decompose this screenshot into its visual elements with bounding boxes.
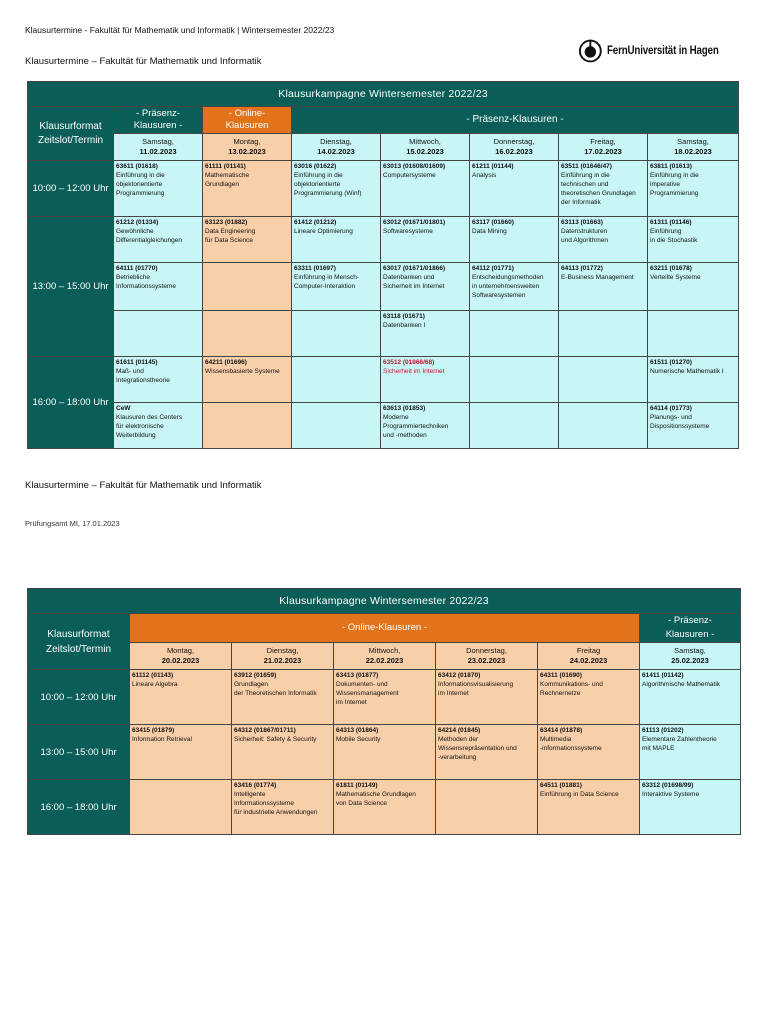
exam-title: E-Business Management xyxy=(561,274,634,281)
exam-title: Intelligente Informationssysteme für industrielle Anwendungen xyxy=(234,791,318,816)
exam-title: Numerische Mathematik I xyxy=(650,368,724,375)
exam-title: Sicherheit: Safety & Security xyxy=(234,736,317,743)
exam-code: 63413 (01877) xyxy=(336,672,379,679)
exam-title: Elementare Zahlentheorie mit MAPLE xyxy=(642,736,717,752)
exam-code: 61411 (01142) xyxy=(642,672,684,679)
exam-code: 61611 (01145) xyxy=(116,359,158,366)
exam-code: 64311 (01690) xyxy=(540,672,582,679)
day-header xyxy=(538,643,640,670)
exam-code: 63414 (01878) xyxy=(540,727,583,734)
exam-code: CeW xyxy=(116,405,131,412)
day-name: Donnerstag, xyxy=(493,137,535,146)
exam-title: Datenbanken und Sicherheit im Internet xyxy=(383,274,445,290)
exam-cell xyxy=(559,311,648,357)
exam-cell xyxy=(470,263,559,311)
exam-cell xyxy=(292,263,381,311)
exam-cell xyxy=(114,403,203,449)
exam-title: Einführung in die objektorientierte Programmierung (Winf) xyxy=(294,172,362,197)
exam-title: Grundlagen der Theoretischen Informatik xyxy=(234,681,317,697)
exam-cell xyxy=(334,670,436,725)
exam-cell xyxy=(292,217,381,263)
exam-cell xyxy=(538,725,640,780)
exam-cell xyxy=(470,403,559,449)
exam-title: Analysis xyxy=(472,172,497,179)
exam-cell xyxy=(648,403,739,449)
exam-cell xyxy=(334,780,436,835)
day-header xyxy=(114,134,203,161)
day-date: 23.02.2023 xyxy=(467,656,506,665)
exam-title: Sicherheit im Internet xyxy=(383,368,445,375)
exam-cell xyxy=(470,161,559,217)
exam-cell xyxy=(381,403,470,449)
online-header: - Online- Klausuren xyxy=(203,107,292,134)
online-header: - Online-Klausuren - xyxy=(130,614,640,643)
exam-title: Algorithmische Mathematik xyxy=(642,681,721,688)
day-date: 18.02.2023 xyxy=(674,147,712,156)
exam-title: Datenstrukturen und Algorithmen xyxy=(561,228,608,244)
day-header xyxy=(640,643,741,670)
exam-title: Interaktive Systeme xyxy=(642,791,700,798)
exam-title: Lineare Algebra xyxy=(132,681,178,688)
exam-cell xyxy=(292,311,381,357)
day-date: 21.02.2023 xyxy=(263,656,302,665)
exam-code: 63512 (01866/68) xyxy=(383,359,435,366)
day-name: Freitag xyxy=(576,646,601,655)
exam-code: 61112 (01143) xyxy=(132,672,174,679)
exam-code: 63311 (01697) xyxy=(294,265,336,272)
day-header xyxy=(334,643,436,670)
exam-title: Planungs- und Dispositionssysteme xyxy=(650,414,710,430)
exam-code: 61311 (01146) xyxy=(650,219,692,226)
exam-code: 64313 (01864) xyxy=(336,727,379,734)
exam-code: 61811 (01149) xyxy=(336,782,378,789)
exam-cell xyxy=(292,403,381,449)
exam-cell xyxy=(648,161,739,217)
exam-code: 63511 (01646/47) xyxy=(561,163,612,170)
exam-cell xyxy=(470,217,559,263)
page-heading: Klausurtermine – Fakultät für Mathematik und Informatik xyxy=(25,56,262,67)
exam-code: 63113 (01663) xyxy=(561,219,603,226)
exam-title: Informationsvisualisierung im Internet xyxy=(438,681,514,697)
day-header xyxy=(470,134,559,161)
exam-code: 64114 (01773) xyxy=(650,405,692,412)
praesenz-header: - Präsenz- Klausuren - xyxy=(114,107,203,134)
exam-code: 63312 (01698/99) xyxy=(642,782,694,789)
exam-code: 64113 (01772) xyxy=(561,265,603,272)
exam-title: Multimedia -informationssysteme xyxy=(540,736,602,752)
day-header xyxy=(130,643,232,670)
exam-code: 61113 (01202) xyxy=(642,727,684,734)
exam-cell xyxy=(114,217,203,263)
footer-date: Prüfungsamt MI, 17.01.2023 xyxy=(25,519,120,528)
day-header xyxy=(203,134,292,161)
time-slot-label: 13:00 – 15:00 Uhr xyxy=(28,725,130,780)
exam-title: Datenbanken I xyxy=(383,322,426,329)
section-heading: Klausurtermine – Fakultät für Mathematik und Informatik xyxy=(25,480,262,491)
exam-code: 63415 (01879) xyxy=(132,727,175,734)
exam-code: 63117 (01660) xyxy=(472,219,514,226)
format-label: Klausurformat Zeitslot/Termin xyxy=(28,107,114,161)
exam-title: Einführung in die Stochastik xyxy=(650,228,698,244)
exam-cell xyxy=(114,357,203,403)
table-title: Klausurkampagne Wintersemester 2022/23 xyxy=(28,82,739,107)
day-date: 17.02.2023 xyxy=(584,147,622,156)
exam-title: Methoden der Wissensrepräsentation und -verarbeitung xyxy=(438,736,517,761)
day-name: Samstag, xyxy=(674,646,706,655)
exam-code: 64312 (01867/01711) xyxy=(234,727,296,734)
exam-cell xyxy=(538,780,640,835)
exam-cell xyxy=(203,161,292,217)
exam-code: 63017 (01671/01866) xyxy=(383,265,446,272)
time-slot-label: 16:00 – 18:00 Uhr xyxy=(28,780,130,835)
exam-cell xyxy=(559,357,648,403)
exam-title: Entscheidungsmethoden in unternehmensweiten Softwaresystemen xyxy=(472,274,544,299)
day-date: 20.02.2023 xyxy=(161,656,200,665)
exam-cell xyxy=(130,725,232,780)
exam-code: 63211 (01678) xyxy=(650,265,692,272)
exam-cell xyxy=(130,670,232,725)
exam-cell xyxy=(381,217,470,263)
exam-title: Data Mining xyxy=(472,228,507,235)
exam-title: Einführung in Mensch- Computer-Interaktion xyxy=(294,274,360,290)
day-name: Montag, xyxy=(233,137,261,146)
university-logo xyxy=(578,38,738,64)
exam-code: 61412 (01212) xyxy=(294,219,337,226)
day-name: Dienstag, xyxy=(320,137,352,146)
exam-code: 63611 (01618) xyxy=(116,163,158,170)
day-name: Samstag, xyxy=(142,137,174,146)
exam-title: Wissensbasierte Systeme xyxy=(205,368,280,375)
exam-code: 61212 (01334) xyxy=(116,219,159,226)
exam-schedule-table-1 xyxy=(27,81,739,449)
exam-code: 64214 (01845) xyxy=(438,727,481,734)
exam-code: 63811 (01613) xyxy=(650,163,692,170)
day-header xyxy=(436,643,538,670)
exam-title: Data Engineering für Data Science xyxy=(205,228,256,244)
exam-title: Klausuren des Centers für elektronische Weiterbildung xyxy=(116,414,183,439)
time-slot-label: 13:00 – 15:00 Uhr xyxy=(28,217,114,357)
logo-text: FernUniversität in Hagen xyxy=(606,45,719,57)
day-date: 25.02.2023 xyxy=(671,656,709,665)
exam-code: 64211 (01696) xyxy=(205,359,247,366)
day-name: Mittwoch, xyxy=(409,137,441,146)
exam-code: 61111 (01141) xyxy=(205,163,246,170)
exam-title: Computersysteme xyxy=(383,172,436,179)
exam-cell xyxy=(559,161,648,217)
logo-icon xyxy=(578,38,603,64)
day-header xyxy=(232,643,334,670)
exam-cell xyxy=(470,311,559,357)
exam-title: Einführung in die objektorientierte Programmierung xyxy=(116,172,165,197)
exam-code: 64511 (01881) xyxy=(540,782,582,789)
exam-cell xyxy=(203,263,292,311)
exam-title: Mathematische Grundlagen xyxy=(205,172,250,188)
day-header xyxy=(559,134,648,161)
praesenz-header: - Präsenz- Klausuren - xyxy=(640,614,741,643)
exam-cell xyxy=(381,263,470,311)
exam-code: 63416 (01774) xyxy=(234,782,277,789)
exam-cell xyxy=(114,311,203,357)
exam-cell xyxy=(436,780,538,835)
format-label: Klausurformat Zeitslot/Termin xyxy=(28,614,130,670)
day-name: Donnerstag, xyxy=(466,646,507,655)
exam-cell xyxy=(648,311,739,357)
exam-title: Betriebliche Informationssysteme xyxy=(116,274,176,290)
exam-cell xyxy=(334,725,436,780)
day-name: Freitag, xyxy=(590,137,616,146)
day-name: Mittwoch, xyxy=(368,646,401,655)
exam-cell xyxy=(640,780,741,835)
day-date: 16.02.2023 xyxy=(495,147,533,156)
day-date: 13.02.2023 xyxy=(228,147,266,156)
exam-code: 63118 (01671) xyxy=(383,313,425,320)
exam-cell xyxy=(559,217,648,263)
exam-title: Einführung in die imperative Programmierung xyxy=(650,172,699,197)
exam-code: 61511 (01270) xyxy=(650,359,692,366)
exam-cell xyxy=(292,357,381,403)
exam-cell xyxy=(648,217,739,263)
exam-title: Information Retrieval xyxy=(132,736,192,743)
day-date: 15.02.2023 xyxy=(406,147,444,156)
day-name: Montag, xyxy=(166,646,195,655)
exam-cell xyxy=(232,780,334,835)
exam-cell xyxy=(648,263,739,311)
exam-cell xyxy=(203,357,292,403)
time-slot-label: 10:00 – 12:00 Uhr xyxy=(28,161,114,217)
exam-code: 64111 (01770) xyxy=(116,265,158,272)
exam-code: 63016 (01622) xyxy=(294,163,337,170)
exam-title: Softwaresysteme xyxy=(383,228,433,235)
exam-title: Mobile Security xyxy=(336,736,381,743)
exam-code: 63012 (01671/01801) xyxy=(383,219,446,226)
day-header xyxy=(292,134,381,161)
exam-cell xyxy=(381,357,470,403)
time-slot-label: 10:00 – 12:00 Uhr xyxy=(28,670,130,725)
exam-cell xyxy=(538,670,640,725)
exam-cell xyxy=(232,725,334,780)
exam-cell xyxy=(114,161,203,217)
exam-cell xyxy=(470,357,559,403)
time-slot-label: 16:00 – 18:00 Uhr xyxy=(28,357,114,449)
day-date: 11.02.2023 xyxy=(139,147,177,156)
table-title: Klausurkampagne Wintersemester 2022/23 xyxy=(28,589,741,614)
exam-cell xyxy=(381,161,470,217)
day-date: 24.02.2023 xyxy=(569,656,608,665)
exam-cell xyxy=(640,725,741,780)
exam-cell xyxy=(203,217,292,263)
exam-cell xyxy=(381,311,470,357)
exam-cell xyxy=(130,780,232,835)
exam-title: Lineare Optimierung xyxy=(294,228,353,235)
exam-title: Kommunikations- und Rechnernetze xyxy=(540,681,603,697)
day-name: Dienstag, xyxy=(266,646,299,655)
exam-cell xyxy=(203,403,292,449)
exam-cell xyxy=(203,311,292,357)
exam-cell xyxy=(648,357,739,403)
exam-cell xyxy=(232,670,334,725)
exam-cell xyxy=(114,263,203,311)
exam-code: 63912 (01659) xyxy=(234,672,277,679)
exam-code: 61211 (01144) xyxy=(472,163,514,170)
exam-title: Moderne Programmiertechniken und -methoden xyxy=(383,414,449,439)
exam-cell xyxy=(436,725,538,780)
exam-cell xyxy=(436,670,538,725)
exam-schedule-table-2 xyxy=(27,588,741,835)
exam-code: 63013 (01608/01609) xyxy=(383,163,446,170)
day-header xyxy=(381,134,470,161)
exam-code: 63613 (01853) xyxy=(383,405,426,412)
exam-title: Maß- und Integrationstheorie xyxy=(116,368,170,384)
day-name: Samstag, xyxy=(677,137,709,146)
document-header: Klausurtermine - Fakultät für Mathematik und Informatik | Wintersemester 2022/23 xyxy=(25,25,335,35)
exam-cell xyxy=(292,161,381,217)
exam-title: Verteilte Systeme xyxy=(650,274,701,281)
exam-title: Einführung in die technischen und theoretischen Grundlagen der Informatik xyxy=(561,172,636,206)
exam-cell xyxy=(559,263,648,311)
day-header xyxy=(648,134,739,161)
exam-title: Einführung in Data Science xyxy=(540,791,619,798)
exam-code: 64112 (01771) xyxy=(472,265,514,272)
day-date: 22.02.2023 xyxy=(365,656,404,665)
exam-cell xyxy=(640,670,741,725)
exam-title: Dokumenten- und Wissensmanagement im Internet xyxy=(336,681,399,706)
praesenz-span-header: - Präsenz-Klausuren - xyxy=(292,107,739,134)
exam-title: Gewöhnliche Differentialgleichungen xyxy=(116,228,183,244)
exam-code: 63123 (01882) xyxy=(205,219,248,226)
day-date: 14.02.2023 xyxy=(317,147,355,156)
exam-code: 63412 (01870) xyxy=(438,672,481,679)
exam-cell xyxy=(559,403,648,449)
exam-title: Mathematische Grundlagen von Data Science xyxy=(336,791,416,807)
